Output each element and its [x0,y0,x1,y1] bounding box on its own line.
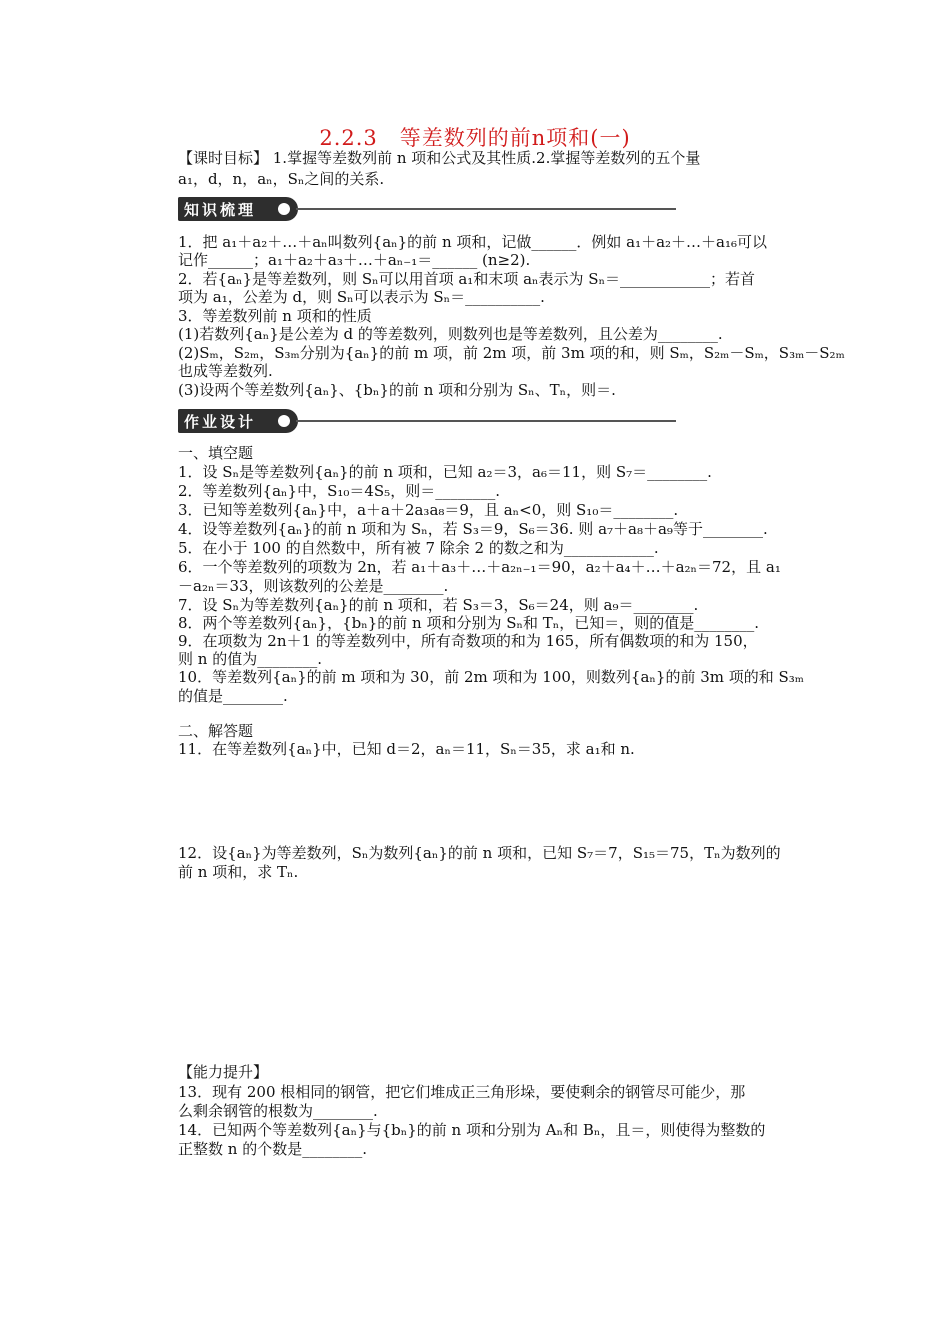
homework-line: 9．在项数为 2n＋1 的等差数列中，所有奇数项的和为 165，所有偶数项的和为 150， [178,632,758,650]
knowledge-line: 2．若{aₙ}是等差数列，则 Sₙ可以用首项 a₁和末项 aₙ表示为 Sₙ＝____________；若首 [178,270,756,288]
question-12-line: 前 n 项和，求 Tₙ. [178,863,299,881]
homework-line: 10．等差数列{aₙ}的前 m 项和为 30，前 2m 项和为 100，则数列{aₙ}的前 3m 项的和 S₃ₘ [178,668,805,686]
knowledge-line: (3)设两个等差数列{aₙ}、{bₙ}的前 n 项和分别为 Sₙ、Tₙ，则＝. [178,381,616,399]
page-title: 2.2.3 等差数列的前n项和(一) [319,126,631,150]
knowledge-line: 记作______；a₁＋a₂＋a₃＋…＋aₙ₋₁＝______ (n≥2). [178,251,531,269]
section-divider [296,420,676,422]
knowledge-line: 1．把 a₁＋a₂＋…＋aₙ叫数列{aₙ}的前 n 项和，记做______．例如 a₁＋a₂＋…＋a₁₆可以 [178,233,768,251]
homework-line: 一、填空题 [178,444,254,462]
section-label: 作业设计 [184,413,257,431]
ability-line: 13．现有 200 根相同的钢管，把它们堆成正三角形垛，要使剩余的钢管尽可能少，那 [178,1083,746,1101]
homework-line: 4．设等差数列{aₙ}的前 n 项和为 Sₙ，若 S₃＝9，S₆＝36. 则 a₇＋a₈＋a₉等于________. [178,520,768,538]
knowledge-line: 也成等差数列. [178,362,273,380]
section-label: 知识梳理 [184,201,257,219]
knowledge-line: 3．等差数列前 n 项和的性质 [178,307,372,325]
ability-line: 么剩余钢管的根数为________. [178,1102,378,1120]
homework-line: 5．在小于 100 的自然数中，所有被 7 除余 2 的数之和为____________. [178,539,659,557]
knowledge-line: (1)若数列{aₙ}是公差为 d 的等差数列，则数列也是等差数列，且公差为________. [178,325,723,343]
bullet-dot-icon [278,203,290,215]
homework-line: 则 n 的值为________. [178,650,322,668]
ability-line: 14．已知两个等差数列{aₙ}与{bₙ}的前 n 项和分别为 Aₙ和 Bₙ，且＝，则使得为整数的 [178,1121,766,1139]
objective-line-1: 【课时目标】 1.掌握等差数列前 n 项和公式及其性质.2.掌握等差数列的五个量 [178,149,701,167]
objective-line-2: a₁，d，n，aₙ，Sₙ之间的关系. [178,170,385,188]
knowledge-line: (2)Sₘ，S₂ₘ，S₃ₘ分别为{aₙ}的前 m 项，前 2m 项，前 3m 项的和，则 Sₘ，S₂ₘ－Sₘ，S₃ₘ－S₂ₘ [178,344,845,362]
bullet-dot-icon [278,415,290,427]
homework-line: 2．等差数列{aₙ}中，S₁₀＝4S₅，则＝________. [178,482,500,500]
homework-line: 6．一个等差数列的项数为 2n，若 a₁＋a₃＋…＋a₂ₙ₋₁＝90，a₂＋a₄＋…＋a₂ₙ＝72，且 a₁ [178,558,781,576]
homework-line: 3．已知等差数列{aₙ}中，a＋a＋2a₃a₈＝9，且 aₙ<0，则 S₁₀＝________. [178,501,679,519]
ability-line: 正整数 n 的个数是________. [178,1140,367,1158]
homework-line: 的值是________. [178,687,288,705]
homework-line: 7．设 Sₙ为等差数列{aₙ}的前 n 项和，若 S₃＝3，S₆＝24，则 a₉＝________. [178,596,699,614]
homework-line: －a₂ₙ＝33，则该数列的公差是________. [178,577,449,595]
question-12-line: 12．设{aₙ}为等差数列，Sₙ为数列{aₙ}的前 n 项和，已知 S₇＝7，S₁₅＝75，Tₙ为数列的 [178,844,781,862]
answers-heading: 二、解答题 [178,722,254,740]
question-11: 11．在等差数列{aₙ}中，已知 d＝2，aₙ＝11，Sₙ＝35，求 a₁和 n. [178,740,635,758]
knowledge-line: 项为 a₁，公差为 d，则 Sₙ可以表示为 Sₙ＝__________. [178,288,545,306]
section-divider [296,208,676,210]
homework-line: 8．两个等差数列{aₙ}，{bₙ}的前 n 项和分别为 Sₙ和 Tₙ，已知＝，则的值是________. [178,614,760,632]
ability-heading: 【能力提升】 [178,1063,269,1081]
homework-line: 1．设 Sₙ是等差数列{aₙ}的前 n 项和，已知 a₂＝3，a₆＝11，则 S₇＝________. [178,463,712,481]
